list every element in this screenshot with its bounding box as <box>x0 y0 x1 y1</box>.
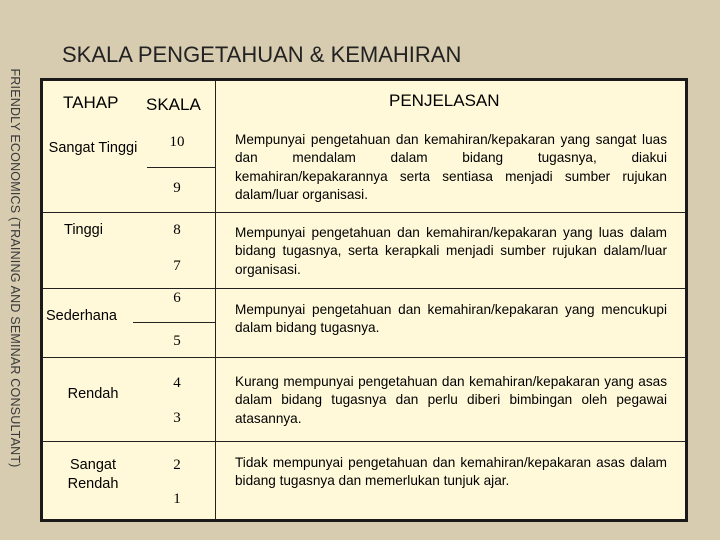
row-2-scale-low: 7 <box>173 258 181 274</box>
row-5-tahap: Sangat Rendah <box>67 457 119 492</box>
row-divider <box>43 441 685 442</box>
header-penjelasan: PENJELASAN <box>389 91 500 110</box>
row-5-scale-low: 1 <box>173 491 181 507</box>
row-5-description: Tidak mempunyai pengetahuan dan kemahiran/kepakaran asas dalam bidang tugasnya dan memerlukan tunjuk ajar. <box>235 455 667 489</box>
scale-table <box>40 78 688 522</box>
row-2-tahap: Tinggi <box>64 222 103 238</box>
row-4-tahap: Rendah <box>67 386 119 402</box>
row-1-scale-low: 9 <box>173 180 181 196</box>
row-4-description: Kurang mempunyai pengetahuan dan kemahiran/kepakaran yang asas dalam bidang tugasnya dan perlu diberi bimbingan oleh pegawai atasannya. <box>235 374 667 426</box>
row-3-scale-high: 6 <box>173 290 181 306</box>
row-3-scale-low: 5 <box>173 333 181 349</box>
side-brand-label: FRIENDLY ECONOMICS (TRAINING AND SEMINAR CONSULTANT) <box>8 68 22 468</box>
row-1-scale-separator <box>147 167 215 168</box>
row-divider <box>43 357 685 358</box>
row-4-scale-low: 3 <box>173 410 181 426</box>
header-tahap: TAHAP <box>63 93 119 112</box>
row-5-scale-high: 2 <box>173 457 181 473</box>
row-2-description: Mempunyai pengetahuan dan kemahiran/kepakaran yang luas dalam bidang tugasnya, serta kerapkali menjadi sumber rujukan dalam/luar organisasi. <box>235 225 667 277</box>
row-1-description: Mempunyai pengetahuan dan kemahiran/kepakaran yang sangat luas dan mendalam dalam bidang tugasnya, diakui kemahiran/kepakarannya serta sentiasa menjadi sumber rujukan dalam/luar organisasi. <box>235 132 667 202</box>
row-3-tahap: Sederhana <box>46 308 117 324</box>
row-2-scale-high: 8 <box>173 222 181 238</box>
row-4-scale-high: 4 <box>173 375 181 391</box>
row-3-scale-separator <box>133 322 215 323</box>
column-divider <box>215 81 216 519</box>
row-1-scale-high: 10 <box>169 134 185 150</box>
row-divider <box>43 212 685 213</box>
row-1-tahap: Sangat Tinggi <box>48 140 138 156</box>
row-divider <box>43 288 685 289</box>
row-3-description: Mempunyai pengetahuan dan kemahiran/kepakaran yang mencukupi dalam bidang tugasnya. <box>235 302 667 336</box>
page-title: SKALA PENGETAHUAN & KEMAHIRAN <box>62 42 462 67</box>
header-skala: SKALA <box>146 95 201 114</box>
